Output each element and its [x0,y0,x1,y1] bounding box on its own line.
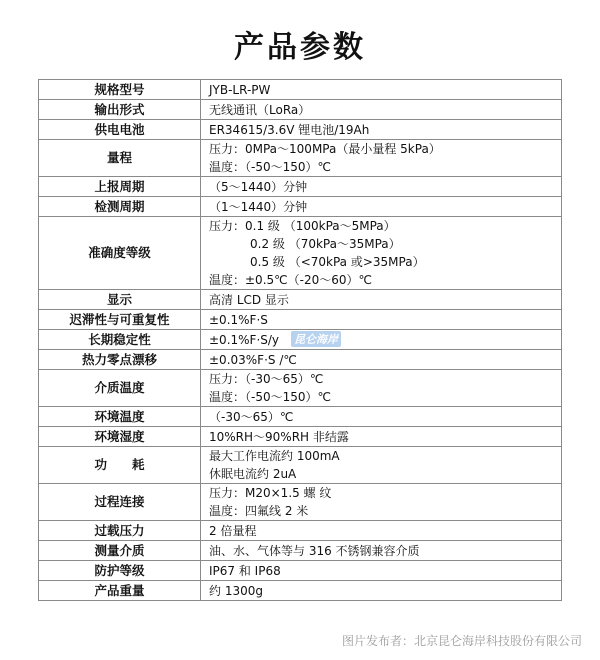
table-row [39,484,562,521]
param-name: 测量介质 [39,541,201,561]
param-value-line: （-30～65）℃ [209,409,294,424]
param-value [201,290,562,310]
param-value-line: 最大工作电流约 100mA [209,449,340,463]
param-value [201,541,562,561]
param-value [201,100,562,120]
param-name: 防护等级 [39,561,201,581]
table-row [39,217,562,290]
param-value-line: JYB-LR-PW [209,82,271,97]
param-name: 过载压力 [39,521,201,541]
param-value-line: ±0.1%F·S/y [209,332,280,347]
param-value [201,120,562,140]
param-value [201,310,562,330]
table-row [39,407,562,427]
table-row [39,177,562,197]
param-value-line: （5～1440）分钟 [209,179,308,194]
table-row [39,310,562,330]
param-name: 过程连接 [39,484,201,521]
table-row [39,197,562,217]
table-row [39,561,562,581]
table-row [39,140,562,177]
param-value-line: 压力：0.1 级 （100kPa～5MPa） [209,219,396,233]
param-value-line: 温度：±0.5℃（-20～60）℃ [209,273,372,287]
param-value [201,350,562,370]
param-value [201,217,562,290]
table-row [39,447,562,484]
param-value-line: 无线通讯（LoRa） [209,102,311,117]
param-name: 长期稳定性 [39,330,201,350]
param-value [201,407,562,427]
param-value [201,330,562,350]
param-value-line: 温度：（-50～150）℃ [209,160,331,174]
param-name: 供电电池 [39,120,201,140]
param-value [201,140,562,177]
param-name: 迟滞性与可重复性 [39,310,201,330]
param-value-line: ±0.1%F·S [209,312,268,327]
param-value-line: 约 1300g [209,583,263,598]
param-value-line: ER34615/3.6V 锂电池/19Ah [209,122,370,137]
param-value [201,197,562,217]
param-value [201,484,562,521]
param-name: 环境湿度 [39,427,201,447]
param-name: 显示 [39,290,201,310]
param-value-line: ±0.03%F·S /℃ [209,352,297,367]
table-row [39,427,562,447]
footer-credit: 图片发布者：北京昆仑海岸科技股份有限公司 [341,634,582,648]
param-name: 环境温度 [39,407,201,427]
param-value-line: 0.2 级 （70kPa～35MPa） [250,237,401,251]
param-value [201,177,562,197]
param-name: 上报周期 [39,177,201,197]
param-value [201,370,562,407]
param-name: 规格型号 [39,80,201,100]
param-value [201,581,562,601]
param-value-line: 休眠电流约 2uA [209,467,297,481]
param-value-line: IP67 和 IP68 [209,563,281,578]
table-row [39,541,562,561]
param-name: 输出形式 [39,100,201,120]
param-value [201,521,562,541]
param-value-line: （1～1440）分钟 [209,199,308,214]
table-row [39,290,562,310]
param-value [201,447,562,484]
param-value-line: 压力：0MPa～100MPa（最小量程 5kPa） [209,142,441,156]
param-value-line: 高清 LCD 显示 [209,292,289,307]
param-name: 产品重量 [39,581,201,601]
param-value-line: 油、水、气体等与 316 不锈钢兼容介质 [209,543,420,558]
param-name: 准确度等级 [39,217,201,290]
table-row [39,350,562,370]
param-name: 量程 [39,140,201,177]
param-value-line: 2 倍量程 [209,523,257,538]
param-name: 检测周期 [39,197,201,217]
param-value-line: 10%RH～90%RH 非结露 [209,429,349,444]
table-row [39,80,562,100]
param-value [201,427,562,447]
table-row [39,581,562,601]
page-title: 产品参数 [234,30,366,65]
param-value-line: 压力：（-30～65）℃ [209,372,324,386]
param-value [201,561,562,581]
param-value [201,80,562,100]
param-name: 介质温度 [39,370,201,407]
param-name: 热力零点漂移 [39,350,201,370]
param-value-line: 温度：四氟线 2 米 [209,504,309,518]
param-value-line: 0.5 级 （<70kPa 或>35MPa） [250,255,425,269]
table-row [39,521,562,541]
table-row [39,370,562,407]
param-value-line: 压力：M20×1.5 螺 纹 [209,486,332,500]
table-row [39,120,562,140]
param-name: 功 耗 [39,447,201,484]
param-value-line: 温度：（-50～150）℃ [209,390,331,404]
table-row [39,100,562,120]
watermark-logo: 昆仑海岸 [291,331,341,347]
